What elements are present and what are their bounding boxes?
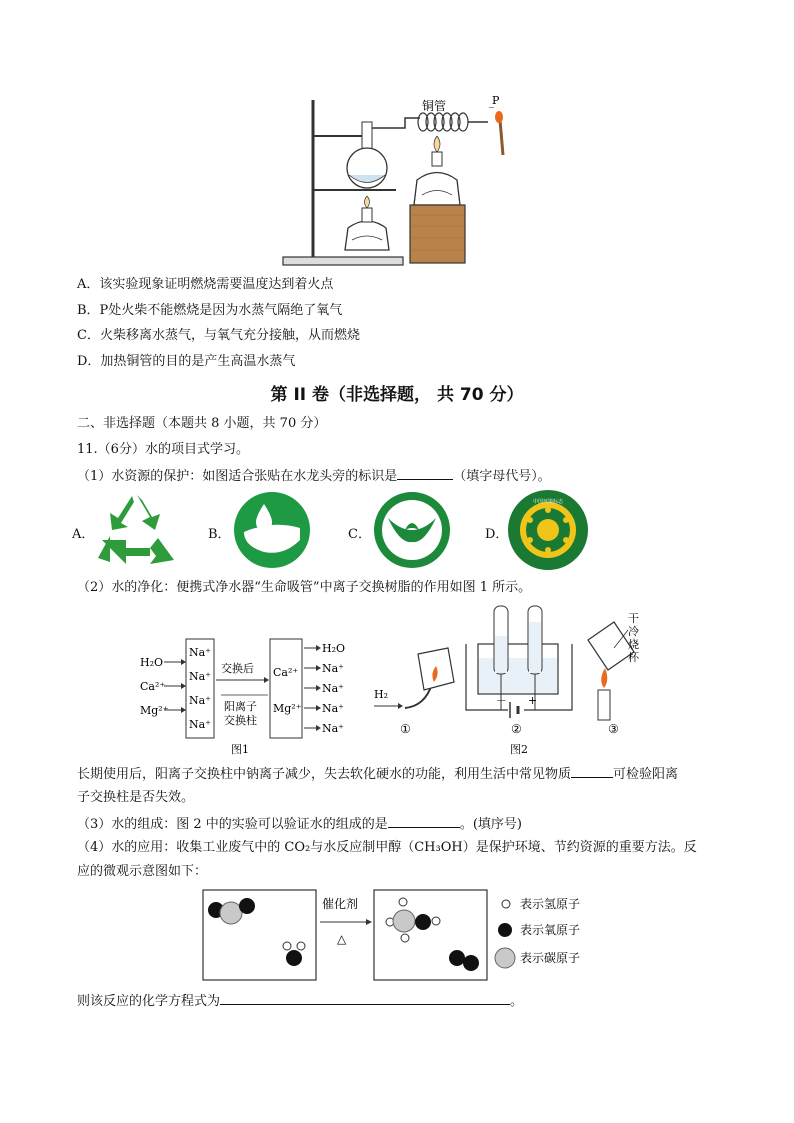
hydrogen-atom (283, 942, 291, 950)
q11-part2-answer-cont: 子交换柱是否失效。 (77, 790, 195, 805)
fig2-num-1: ① (400, 722, 411, 736)
carbon-atom (220, 902, 242, 924)
figures-1-2 (0, 600, 794, 760)
q11-part3 (77, 813, 522, 835)
section-subtitle: 二、非选择题（本题共 8 小题，共 70 分） (77, 416, 327, 431)
signs-row (0, 490, 794, 590)
fig1-out-h2o: H₂O (322, 642, 346, 655)
option-b: B．P处火柴不能燃烧是因为水蒸气隔绝了氧气 (77, 303, 343, 318)
q11-part2: （2）水的净化：便携式净水器“生命吸管”中离子交换树脂的作用如图 1 所示。 (77, 580, 532, 595)
legend-carbon: 表示碳原子 (520, 951, 581, 965)
option-d: D．加热铜管的目的是产生高温水蒸气 (77, 354, 296, 369)
carbon-atom (393, 910, 415, 932)
fig2-h2-label: H₂ (374, 688, 389, 701)
environmental-label-icon (508, 490, 588, 570)
fig1-left-na3: Na⁺ (189, 694, 211, 707)
answer-blank-1[interactable] (397, 465, 453, 480)
wooden-block (410, 205, 465, 263)
fig2-num-2: ② (511, 722, 522, 736)
hydrogen-atom (399, 898, 407, 906)
sign-label-b: B． (208, 527, 231, 542)
hydrogen-atom (297, 942, 305, 950)
fig1-out-na3: Na⁺ (322, 702, 344, 715)
legend-hydrogen: 表示氢原子 (520, 897, 581, 911)
fig1-input-h2o: H₂O (140, 656, 164, 669)
oxygen-atom (449, 950, 465, 966)
oxygen-atom (463, 955, 479, 971)
fig1-input-mg: Mg²⁺ (140, 704, 169, 717)
option-a: A．该实验现象证明燃烧需要温度达到着火点 (77, 277, 334, 292)
legend-oxygen: 表示氧原子 (520, 923, 581, 937)
option-c: C．火柴移离水蒸气，与氧气充分接触，从而燃烧 (77, 328, 360, 343)
copper-tube-label: 铜管 (422, 99, 447, 113)
fig2-minus: － (496, 694, 507, 707)
environmental-label-text: 中国环境标志 (532, 499, 564, 505)
fig1-left-na2: Na⁺ (189, 670, 211, 683)
sign-label-c: C． (348, 527, 371, 542)
reaction-diagram (0, 888, 794, 988)
q11-part4-line2: 应的微观示意图如下： (77, 864, 208, 879)
water-saving-icon (234, 492, 310, 568)
fig1-mid-bottom-2: 交换柱 (224, 714, 257, 727)
q11-part4-equation (77, 990, 523, 1012)
oxygen-atom (286, 950, 302, 966)
q11-part2b-text: 长期使用后，阳离子交换柱中钠离子减少，失去软化硬水的功能，利用生活中常见物质 (77, 767, 572, 782)
fig1-left-na1: Na⁺ (189, 646, 211, 659)
q11-part4-eq-text: 则该反应的化学方程式为 (77, 994, 221, 1009)
fig1-right-ca: Ca²⁺ (273, 666, 299, 679)
svg-text:~: ~ (488, 103, 495, 112)
q11-part2-answer (77, 763, 678, 785)
fig1-left-na4: Na⁺ (189, 718, 211, 731)
q11-part4-eq-tail: 。 (510, 994, 524, 1009)
fig2-cup-label-char: 冷 (628, 625, 639, 638)
recycle-icon (98, 495, 174, 564)
fig1-out-na2: Na⁺ (322, 682, 344, 695)
copper-tube-apparatus-figure (0, 0, 794, 280)
oxygen-atom (239, 898, 255, 914)
fig1-out-na1: Na⁺ (322, 662, 344, 675)
fig2-plus: + (528, 694, 538, 707)
q11-title: 11.（6分）水的项目式学习。 (77, 442, 249, 457)
green-food-icon (374, 492, 450, 568)
answer-blank-3[interactable] (388, 813, 460, 828)
q11-part3-text: （3）水的组成：图 2 中的实验可以验证水的组成的是 (77, 817, 388, 832)
oxygen-atom (415, 914, 431, 930)
q11-part3-tail: 。(填序号) (459, 817, 522, 832)
hydrogen-atom (432, 917, 440, 925)
fig2-cup-label (628, 612, 640, 664)
heat-symbol: △ (337, 932, 347, 946)
fig1-mid-top: 交换后 (221, 662, 254, 675)
q11-part4-line1: （4）水的应用：收集工业废气中的 CO₂与水反应制甲醇（CH₃OH）是保护环境、节约资源的重要方法。反 (77, 840, 697, 855)
fig1-right-mg: Mg²⁺ (273, 702, 302, 715)
sign-label-a: A． (72, 527, 95, 542)
q11-part1-tail: （填字母代号）。 (453, 469, 551, 484)
q11-part1-text: （1）水资源的保护：如图适合张贴在水龙头旁的标识是 (77, 469, 398, 484)
p-label: P (492, 94, 500, 107)
q11-part2b-tail: 可检验阳离 (613, 767, 679, 782)
fig2-num-3: ③ (608, 722, 619, 736)
q11-part1 (77, 465, 551, 487)
fig1-mid-bottom-1: 阳离子 (224, 700, 257, 713)
sign-label-d: D． (485, 527, 509, 542)
fig1-input-ca: Ca²⁺ (140, 680, 166, 693)
catalyst-label: 催化剂 (322, 897, 359, 911)
section-title: 第 II 卷（非选择题， 共 70 分） (270, 385, 524, 405)
fig2-caption: 图2 (510, 743, 528, 756)
answer-blank-4[interactable] (220, 990, 510, 1005)
hydrogen-atom (401, 934, 409, 942)
fig2-cup-label-char: 干 (628, 612, 639, 625)
fig2-cup-label-char: 杯 (628, 651, 639, 664)
fig1-caption: 图1 (231, 743, 249, 756)
fig1-out-na4: Na⁺ (322, 722, 344, 735)
fig2-cup-label-char: 烧 (628, 638, 639, 651)
answer-blank-2[interactable] (571, 763, 613, 778)
